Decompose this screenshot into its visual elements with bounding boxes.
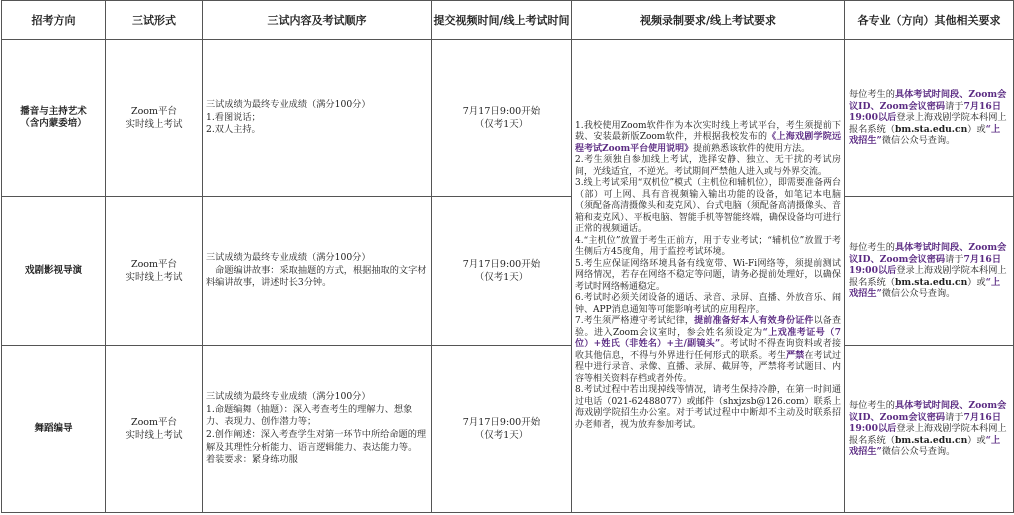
other-text: ）或: [967, 123, 986, 135]
exam-table: [1, 0, 1014, 513]
header-form: 三试形式: [106, 1, 203, 40]
other-highlight: 7月16日19:00以后: [849, 100, 1002, 124]
header-time: 提交视频时间/线上考试时间: [432, 1, 572, 40]
content-cell: [203, 346, 432, 513]
req-text: 1.我校使用Zoom软件作为本次实时线上考试平台，考生须提前下载、安装最新版Zoom软件，并根据我校发布的: [575, 120, 841, 143]
other-text: 每位考生的: [849, 400, 895, 412]
other-cell: [845, 197, 1014, 346]
header-row: [2, 1, 1014, 40]
other-text: 微信公众号查询。: [881, 135, 956, 147]
table-row: [2, 346, 1014, 513]
req-highlight: 提前准备好本人有效身份证件: [694, 316, 814, 327]
req-highlight: “上戏准考证号（7位）+姓氏（非姓名）+主/副镜头”: [575, 327, 841, 350]
form-cell: [106, 40, 203, 197]
header-requirements: 视频录制要求/线上考试要求: [572, 1, 845, 40]
time-start: 7月17日9:00开始: [462, 259, 541, 270]
site-address: bm.sta.edu.cn: [894, 123, 968, 135]
other-highlight: 具体考试时间段、Zoom会议ID、Zoom会议密码: [849, 89, 1007, 112]
content-cell: [203, 40, 432, 197]
time-cell: [432, 346, 572, 513]
other-text: 请于: [945, 253, 964, 265]
other-text: ）或: [967, 434, 986, 446]
table-row: [2, 40, 1014, 197]
other-text: 每位考生的: [849, 89, 895, 101]
other-highlight: 7月16日19:00以后: [849, 253, 1002, 277]
req-text: 以备查验。进入Zoom会议室时，参会姓名须设定为: [575, 316, 841, 338]
form-cell: [106, 197, 203, 346]
req-item: 3.线上考试采用“双机位”模式（主机位和辅机位），即需要准备两台（部）可上网、具有音视频输入输出功能的设备，如笔记本电脑（须配备高清摄像头和麦克风）、台式电脑（须配备高清摄像头、音箱和麦克风）、平板电脑、智能手机等智能终端，确保设备均可进行正常的视频通话。: [575, 178, 841, 235]
other-text: ）或: [967, 276, 986, 288]
form-cell: [106, 346, 203, 513]
site-address: bm.sta.edu.cn: [894, 276, 968, 288]
header-major: 招考方向: [2, 1, 106, 40]
content-line: 三试成绩为最终专业成绩（满分100分）: [206, 252, 371, 264]
wechat-account: “上戏招生”: [849, 434, 1001, 458]
form-mode: 实时线上考试: [125, 272, 183, 283]
content-line: 1.看图说话；: [206, 111, 261, 123]
major-name: 戏剧影视导演: [24, 265, 82, 276]
time-duration: （仅考1天）: [474, 119, 529, 130]
major-name: 舞蹈编导: [34, 423, 73, 434]
content-cell: [203, 197, 432, 346]
wechat-account: “上戏招生”: [849, 123, 1001, 147]
req-item: 4.“主机位”放置于考生正前方，用于专业考试；“辅机位”放置于考生侧后方45度角，用于监控考试环境。: [575, 235, 841, 258]
req-item: 5.考生应保证网络环境具备有线宽带、Wi-Fi网络等，须提前测试网络情况，若存在网络不稳定等问题，请务必提前处理好，以确保考试时网络畅通稳定。: [575, 258, 841, 292]
major-name: 播音与主持艺术: [20, 106, 87, 117]
content-line: 命题编讲故事：采取抽题的方式，根据抽取的文字材料编讲故事，讲述时长3分钟。: [206, 264, 427, 289]
req-item: [575, 316, 841, 385]
other-highlight: 具体考试时间段、Zoom会议ID、Zoom会议密码: [849, 242, 1007, 265]
req-item: 2.考生须独自参加线上考试，选择安静、独立、无干扰的考试房间，光线适宜，不逆光。考试期间严禁他人进入或与外界交流。: [575, 155, 841, 177]
time-start: 7月17日9:00开始: [462, 417, 541, 428]
content-line: 2.双人主持。: [206, 124, 261, 136]
requirements-cell: [572, 40, 845, 513]
major-note: （含内蒙委培）: [20, 118, 87, 129]
table-row: [2, 197, 1014, 346]
req-item: 8.考试过程中若出现掉线等情况，请考生保持冷静，在第一时间通过电话（021-62488077）或邮件（shxjzsb@126.com）联系上海戏剧学院招生办公室。对于考试过程中中断却不主动及时联系招办老师者，视为放弃参加考试。: [575, 385, 841, 430]
req-item: 6.考试时必须关闭设备的通话、录音、录屏、直播、外放音乐、闹钟、APP消息通知等可能影响考试的应用程序。: [575, 293, 841, 315]
time-duration: （仅考1天）: [474, 272, 529, 283]
other-cell: [845, 346, 1014, 513]
req-text: 提前熟悉该软件的使用方法。: [693, 143, 811, 154]
other-text: 登录上海戏剧学院本科网上报名系统（: [849, 423, 1007, 446]
req-text: 在考试过程中进行录音、录像、直播、录屏、截屏等，严禁将考试题目、内容等相关资料存档或者外传。: [575, 350, 841, 384]
time-cell: [432, 197, 572, 346]
form-mode: 实时线上考试: [125, 119, 183, 130]
req-item: [575, 121, 841, 156]
req-highlight: 《上海戏剧学院远程考试Zoom平台使用说明》: [575, 132, 841, 154]
header-other: 各专业（方向）其他相关要求: [845, 1, 1014, 40]
other-text: 微信公众号查询。: [881, 288, 956, 300]
content-line: 着装要求：紧身练功服: [206, 454, 298, 466]
content-line: 2.创作阐述：深入考查学生对第一环节中所给命题的理解及其理性分析能力、语言逻辑能力、表达能力等。: [206, 429, 427, 453]
content-line: 1.命题编舞（抽题）：深入考查考生的理解力、想象力、表现力、创作潜力等；: [206, 403, 413, 428]
other-highlight: 具体考试时间段、Zoom会议ID、Zoom会议密码: [849, 400, 1007, 423]
time-cell: [432, 40, 572, 197]
req-highlight: 严禁: [786, 350, 805, 361]
other-text: 登录上海戏剧学院本科网上报名系统（: [849, 112, 1007, 135]
site-address: bm.sta.edu.cn: [894, 434, 968, 446]
major-cell: [2, 197, 106, 346]
form-mode: 实时线上考试: [125, 430, 183, 441]
major-cell: [2, 346, 106, 513]
wechat-account: “上戏招生”: [849, 276, 1001, 300]
form-platform: Zoom平台: [130, 417, 178, 428]
time-start: 7月17日9:00开始: [462, 106, 541, 117]
form-platform: Zoom平台: [130, 259, 178, 270]
other-text: 请于: [945, 411, 964, 423]
other-text: 微信公众号查询。: [881, 446, 956, 458]
time-duration: （仅考1天）: [474, 430, 529, 441]
major-cell: [2, 40, 106, 197]
req-text: 。考试时不得查询资料或者接收其他信息，不得与外界进行任何形式的联系。考生: [575, 339, 841, 361]
req-text: 7.考生须严格遵守考试纪律，: [575, 316, 695, 327]
content-line: 三试成绩为最终专业成绩（满分100分）: [206, 99, 371, 111]
other-text: 请于: [945, 100, 964, 112]
other-highlight: 7月16日19:00以后: [849, 411, 1002, 435]
content-line: 三试成绩为最终专业成绩（满分100分）: [206, 391, 371, 403]
other-cell: [845, 40, 1014, 197]
other-text: 登录上海戏剧学院本科网上报名系统（: [849, 265, 1007, 288]
form-platform: Zoom平台: [130, 106, 178, 117]
header-content: 三试内容及考试顺序: [203, 1, 432, 40]
other-text: 每位考生的: [849, 242, 895, 254]
